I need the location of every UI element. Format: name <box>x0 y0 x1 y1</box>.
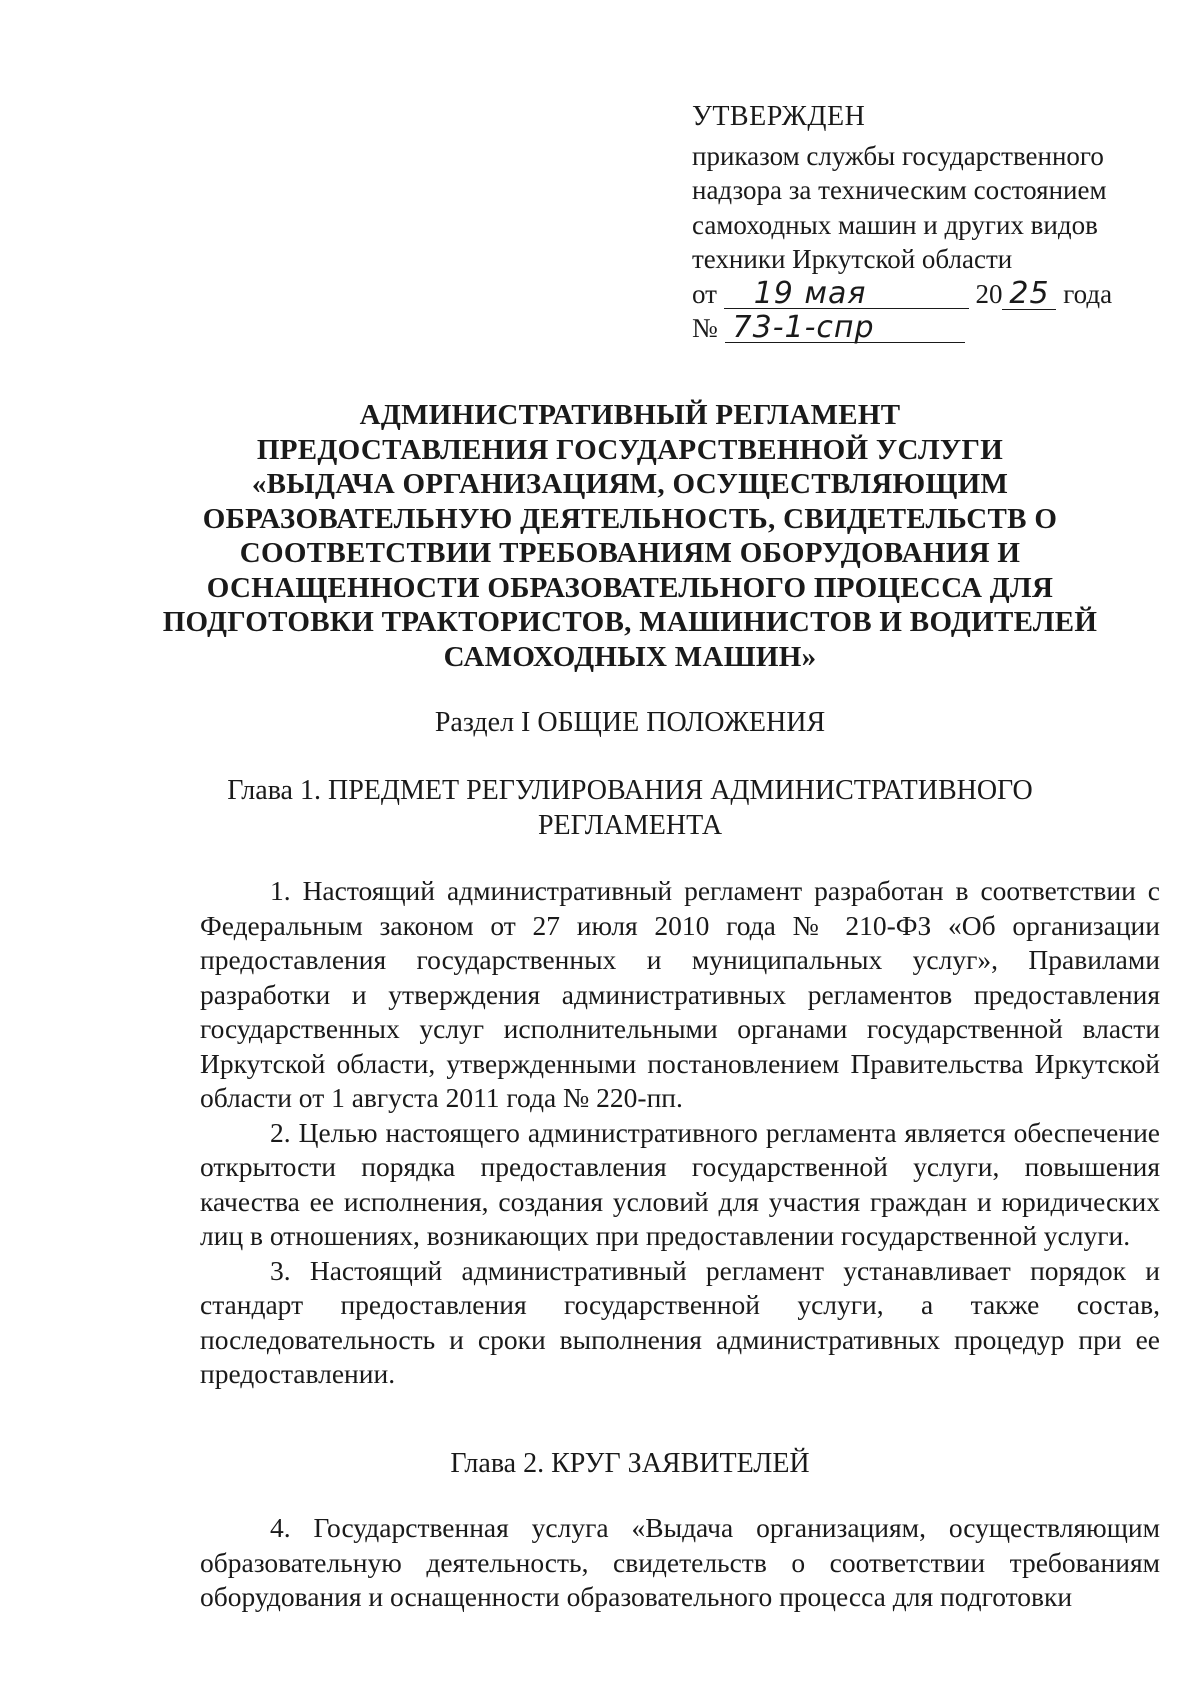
paragraph: 4. Государственная услуга «Выдача организациям, осуществляющим образовательную деятельность, свидетельств о соответствии требованиям оборудования и оснащенности образовательного процесса для подготовки <box>200 1512 1160 1612</box>
title-line: ОБРАЗОВАТЕЛЬНУЮ ДЕЯТЕЛЬНОСТЬ, СВИДЕТЕЛЬСТВ О <box>202 502 1058 535</box>
approval-title: УТВЕРЖДЕН <box>692 101 866 132</box>
chapter-2-heading-text: Глава 2. КРУГ ЗАЯВИТЕЛЕЙ <box>450 1448 810 1479</box>
year-handwritten: 25 <box>1009 275 1050 311</box>
year-field <box>1002 275 1056 311</box>
year-word: года <box>1063 278 1113 309</box>
regulation-title <box>150 398 1110 674</box>
approval-date-line <box>692 277 1172 312</box>
year-prefix: 20 <box>975 278 1003 309</box>
title-line: ПОДГОТОВКИ ТРАКТОРИСТОВ, МАШИНИСТОВ И ВОДИТЕЛЕЙ <box>162 606 1098 638</box>
chapter-1-heading-line: РЕГЛАМЕНТА <box>537 809 723 841</box>
number-handwritten: 73-1-спр <box>732 310 875 345</box>
title-line: САМОХОДНЫХ МАШИН» <box>443 640 817 673</box>
chapter-1-heading-line: Глава 1. ПРЕДМЕТ РЕГУЛИРОВАНИЯ АДМИНИСТРАТИВНОГО <box>227 775 1033 806</box>
approval-line: приказом службы государственного <box>692 140 1104 171</box>
approval-line: техники Иркутской области <box>692 244 1013 274</box>
title-line: СООТВЕТСТВИИ ТРЕБОВАНИЯМ ОБОРУДОВАНИЯ И <box>239 537 1021 569</box>
title-line: ПРЕДОСТАВЛЕНИЯ ГОСУДАРСТВЕННОЙ УСЛУГИ <box>256 433 1004 466</box>
chapter-1-body <box>200 874 1160 1392</box>
title-line: АДМИНИСТРАТИВНЫЙ РЕГЛАМЕНТ <box>359 399 901 431</box>
title-line: «ВЫДАЧА ОРГАНИЗАЦИЯМ, ОСУЩЕСТВЛЯЮЩИМ <box>251 468 1009 500</box>
approval-block <box>692 100 1172 346</box>
approval-line: надзора за техническим состоянием <box>692 175 1107 205</box>
approval-line: самоходных машин и других видов <box>692 209 1098 240</box>
chapter-1-heading <box>150 774 1110 843</box>
paragraph: 2. Целью настоящего административного регламента является обеспечение открытости порядка предоставления государственной услуги, повышения качества ее исполнения, создания условий для участия граждан и юридических лиц в отношениях, возникающих при предоставлении государственной услуги. <box>200 1116 1160 1251</box>
title-line: ОСНАЩЕННОСТИ ОБРАЗОВАТЕЛЬНОГО ПРОЦЕССА ДЛЯ <box>206 571 1054 604</box>
date-day-month-handwritten: 19 мая <box>753 275 867 311</box>
paragraph: 1. Настоящий административный регламент разработан в соответствии с Федеральным законом от 27 июля 2010 года № 210-ФЗ «Об организации предоставления государственных и муниципальных услуг», Правилами разработки и утверждения административных регламентов предоставления государственных услуг исполнительными органами государственной власти Иркутской области, утвержденными постановлением Правительства Иркутской области от 1 августа 2011 года № 220-пп. <box>200 875 1160 1113</box>
paragraph: 3. Настоящий административный регламент устанавливает порядок и стандарт предоставления государственной услуги, а также состав, последовательность и сроки выполнения административных процедур при ее предоставлении. <box>200 1254 1160 1389</box>
date-prefix: от <box>692 278 717 309</box>
date-day-month-field <box>724 275 969 311</box>
section-heading <box>150 706 1110 741</box>
section-heading-text: Раздел I ОБЩИЕ ПОЛОЖЕНИЯ <box>434 707 826 738</box>
number-prefix: № <box>692 313 718 343</box>
number-field <box>725 310 965 345</box>
chapter-2-body <box>200 1511 1160 1615</box>
chapter-2-heading <box>150 1447 1110 1482</box>
approval-number-line <box>692 311 1172 346</box>
